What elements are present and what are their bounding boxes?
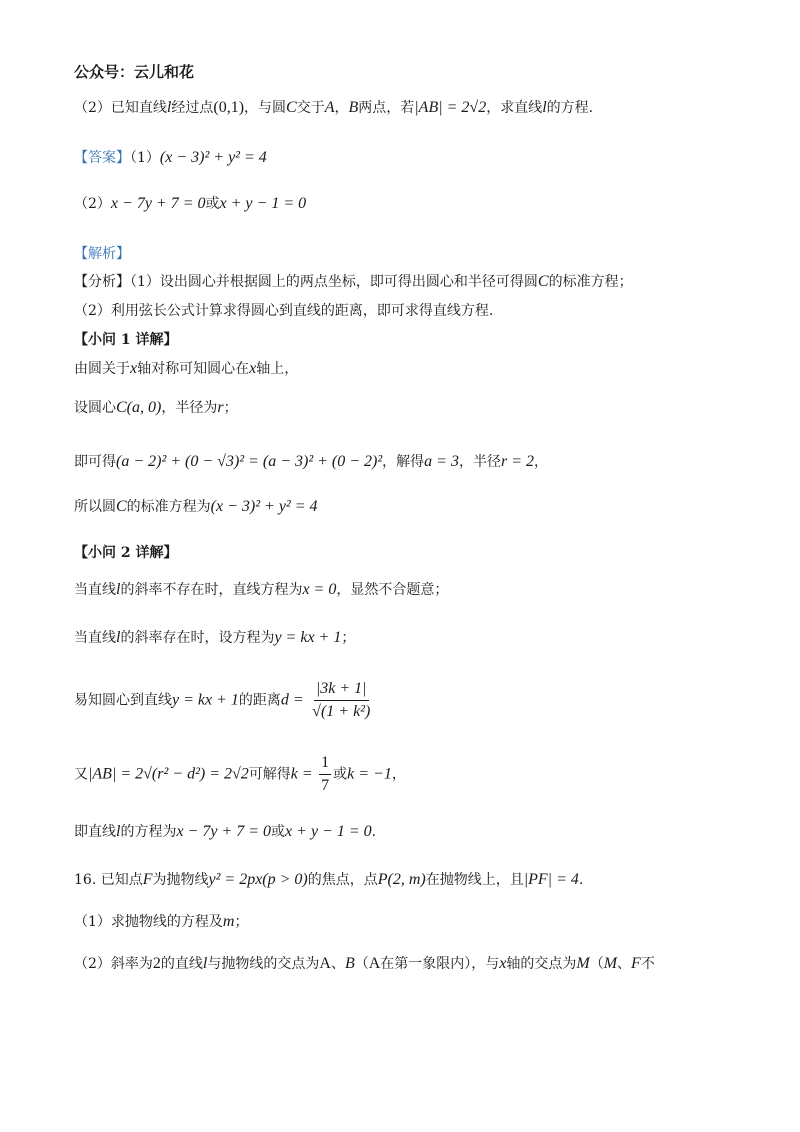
text-fragment: 的标准方程为 [126, 499, 211, 515]
text-fragment: A [324, 99, 335, 116]
part-2-title: 【小问 2 详解】 [74, 545, 178, 561]
text-fragment: 设圆心 [74, 400, 116, 416]
text-fragment: . [371, 824, 377, 840]
text-fragment: （1） [130, 150, 160, 166]
text-fragment: x + y − 1 = 0 [285, 823, 372, 840]
question-16-sub-2 [74, 954, 655, 974]
question-16-sub-1 [74, 912, 248, 932]
analysis-line-2: （2）利用弦长公式计算求得圆心到直线的距离，即可求得直线方程. [74, 303, 494, 319]
text-fragment: B [344, 955, 355, 972]
text-fragment: x + y − 1 = 0 [219, 195, 307, 212]
text-fragment: d = [280, 691, 304, 709]
text-fragment: l [116, 629, 121, 646]
text-fragment: ，显然不合题意； [336, 582, 449, 598]
text-fragment: 的标准方程； [548, 274, 633, 290]
text-fragment: |3k + 1| [314, 678, 369, 701]
text-fragment: 的直线 [160, 956, 203, 972]
text-fragment: x − 7y + 7 = 0 [176, 823, 272, 840]
text-fragment: a = 3 [424, 453, 459, 470]
part-2-line-3 [74, 678, 374, 723]
text-fragment: (a − 2)² + (0 − √3)² = (a − 3)² + (0 − 2)² [116, 453, 383, 470]
text-fragment: ； [341, 630, 356, 646]
text-fragment: x [499, 955, 507, 972]
k-fraction [319, 752, 331, 797]
text-fragment: r [217, 399, 224, 416]
text-fragment: y = kx + 1 [274, 629, 342, 646]
text-fragment: 与抛物线的交点为 [207, 956, 320, 972]
text-fragment: 的斜率不存在时，直线方程为 [120, 582, 303, 598]
text-fragment: 为抛物线 [152, 872, 209, 888]
text-fragment: 2 [152, 955, 161, 972]
header-watermark [74, 62, 194, 82]
text-fragment: 交于 [296, 100, 325, 116]
text-fragment: |PF| = 4 [523, 871, 579, 888]
text-fragment: (x − 3)² + y² = 4 [210, 498, 318, 515]
text-fragment: P(2, m) [377, 871, 426, 888]
text-fragment: M [576, 955, 590, 972]
text-fragment: 【分析】 [74, 274, 130, 290]
text-fragment: l [116, 581, 121, 598]
text-fragment: ； [234, 914, 249, 930]
question-16-prompt [74, 870, 583, 890]
answer-line-1 [74, 148, 267, 168]
text-fragment: 又 [74, 766, 88, 783]
text-fragment: ， [391, 766, 406, 783]
text-fragment: B [348, 99, 359, 116]
text-fragment: 、 [330, 956, 345, 972]
part-2-line-1 [74, 580, 448, 600]
text-fragment: . [578, 872, 584, 888]
text-fragment: M [603, 955, 618, 972]
answer-label: 【答案】 [74, 150, 130, 166]
text-fragment: 公众号：云儿和花 [74, 63, 195, 81]
text-fragment: ， [334, 100, 349, 116]
text-fragment: √(1 + k²) [312, 703, 371, 720]
text-fragment: 当直线 [74, 582, 116, 598]
text-fragment: 轴的交点为 [506, 956, 577, 972]
text-fragment: ， [534, 454, 548, 470]
text-fragment: x [130, 360, 138, 377]
text-fragment: 的焦点，点 [307, 872, 378, 888]
text-fragment: ，半径 [458, 454, 501, 470]
text-fragment: ，解得 [382, 454, 425, 470]
text-fragment: l [166, 99, 172, 116]
answer-line-2 [74, 194, 306, 214]
text-fragment: 在抛物线上，且 [425, 872, 524, 888]
text-fragment: l [116, 823, 121, 840]
text-fragment: （2）斜率为 [74, 956, 153, 972]
text-fragment: 的方程为 [120, 824, 177, 840]
text-fragment: k = [290, 765, 313, 783]
part-1-line-1 [74, 359, 298, 379]
text-fragment: 不 [640, 956, 655, 972]
text-fragment: 的距离 [238, 692, 281, 709]
text-fragment: |AB| = 2√(r² − d²) = 2√2 [88, 765, 249, 783]
text-fragment: 的方程. [546, 100, 594, 116]
text-fragment: （2）已知直线 [74, 100, 167, 116]
part-1-title: 【小问 1 详解】 [74, 332, 178, 348]
analysis-line-1 [74, 272, 633, 292]
text-fragment: 或 [333, 766, 348, 783]
part-2-line-5 [74, 822, 376, 842]
text-fragment: C [116, 498, 127, 515]
text-fragment: ，与圆 [244, 100, 287, 116]
text-fragment: y = kx + 1 [172, 691, 239, 709]
text-fragment: 所以圆 [74, 499, 116, 515]
text-fragment: F [631, 955, 641, 972]
text-fragment: 1 [319, 752, 331, 775]
text-fragment: (0,1) [213, 99, 245, 116]
text-fragment: x − 7y + 7 = 0 [110, 195, 206, 212]
text-fragment: （2） [74, 196, 111, 212]
text-fragment: 易知圆心到直线 [74, 692, 172, 709]
text-fragment: 或 [271, 824, 286, 840]
text-fragment: A [319, 955, 331, 972]
text-fragment: 、 [617, 956, 632, 972]
text-fragment: k = −1 [347, 765, 392, 783]
text-fragment: |AB| = 2√2 [414, 99, 487, 116]
text-fragment: ，求直线 [486, 100, 543, 116]
part-1-line-4 [74, 497, 318, 517]
text-fragment: m [222, 913, 235, 930]
text-fragment: l [202, 955, 208, 972]
part-1-line-2 [74, 398, 238, 418]
text-fragment: ，半径为 [161, 400, 218, 416]
text-fragment: C [286, 99, 297, 116]
text-fragment: 7 [321, 777, 330, 794]
text-fragment: A [368, 955, 381, 972]
text-fragment: r = 2 [500, 453, 534, 470]
text-fragment: l [542, 99, 547, 116]
part-2-line-4 [74, 752, 406, 797]
text-fragment: （ [354, 956, 369, 972]
text-fragment: 经过点 [171, 100, 214, 116]
text-fragment: 即直线 [74, 824, 116, 840]
text-fragment: （1）设出圆心并根据圆上的两点坐标，即可得出圆心和半径可得圆 [130, 274, 538, 290]
text-fragment: 当直线 [74, 630, 116, 646]
question-2-prompt [74, 98, 593, 118]
distance-fraction [310, 678, 372, 723]
text-fragment: 16. 已知点 [74, 872, 143, 888]
text-fragment: 轴对称可知圆心在 [137, 361, 250, 377]
text-fragment: 轴上， [256, 361, 299, 377]
text-fragment: x [249, 360, 257, 377]
text-fragment: x = 0 [302, 581, 337, 598]
text-fragment: 两点，若 [358, 100, 415, 116]
text-fragment: (x − 3)² + y² = 4 [159, 149, 267, 166]
text-fragment: 的斜率存在时，设方程为 [120, 630, 275, 646]
text-fragment: 由圆关于 [74, 361, 130, 377]
part-1-line-3 [74, 452, 548, 472]
text-fragment: C(a, 0) [116, 399, 162, 416]
text-fragment: F [142, 871, 153, 888]
analysis-label: 【解析】 [74, 246, 130, 262]
text-fragment: 在第一象限内），与 [380, 956, 500, 972]
part-2-line-2 [74, 628, 355, 648]
text-fragment: 即可得 [74, 454, 116, 470]
text-fragment: y² = 2px(p > 0) [208, 871, 308, 888]
text-fragment: （ [589, 956, 604, 972]
text-fragment: 可解得 [248, 766, 291, 783]
text-fragment: C [537, 273, 549, 290]
text-fragment: ； [223, 400, 238, 416]
text-fragment: 或 [205, 196, 220, 212]
text-fragment: （1）求抛物线的方程及 [74, 914, 223, 930]
